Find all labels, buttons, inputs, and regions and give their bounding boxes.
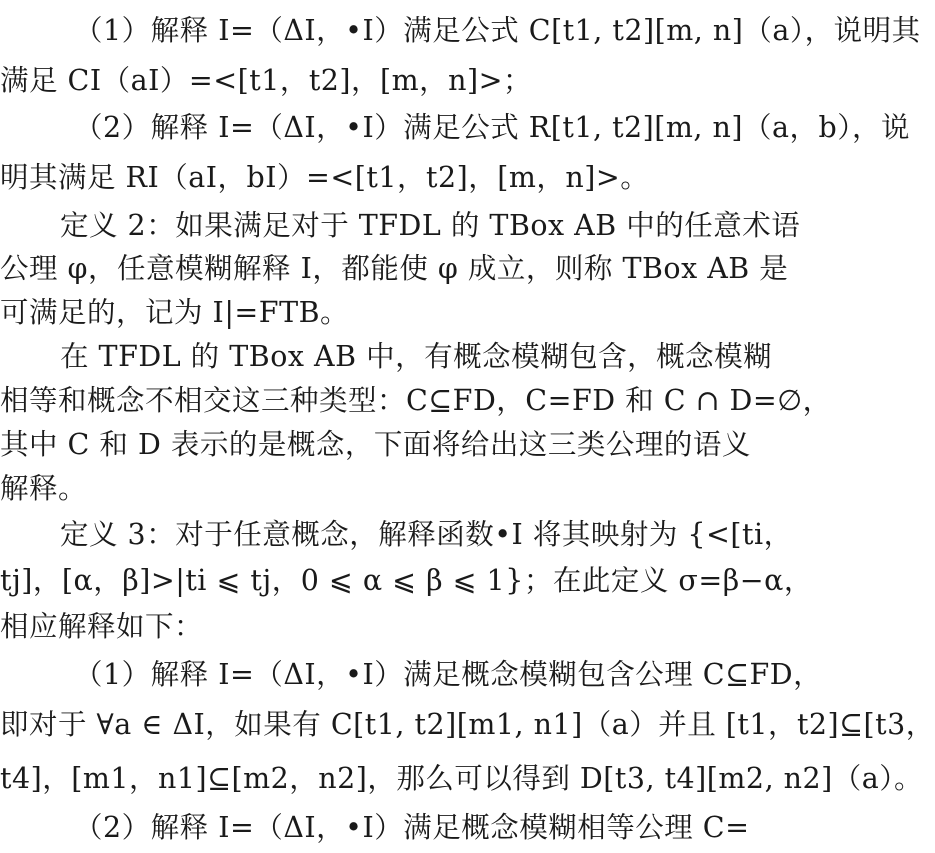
text-line-15: （1）解释 I=（ΔI，•I）满足概念模糊包含公理 C⊆FD， xyxy=(74,658,823,691)
text-line-9: 相等和概念不相交这三种类型：C⊆FD，C=FD 和 C ∩ D=∅， xyxy=(0,384,832,417)
text-line-4: 明其满足 RI（aI，bI）=<[t1，t2]，[m，n]>。 xyxy=(0,161,650,194)
text-line-1: （1）解释 I=（ΔI，•I）满足公式 C[t1, t2][m, n]（a），说明其 xyxy=(74,14,921,47)
text-line-17: t4]，[m1，n1]⊆[m2，n2]，那么可以得到 D[t3, t4][m2, n2]（a）。 xyxy=(0,762,924,795)
text-line-14: 相应解释如下： xyxy=(0,610,204,643)
text-line-7: 可满足的，记为 I|=FTB。 xyxy=(0,296,350,329)
text-line-12: 定义 3：对于任意概念，解释函数•I 将其映射为 {<[ti， xyxy=(60,518,793,551)
text-line-3: （2）解释 I=（ΔI，•I）满足公式 R[t1, t2][m, n]（a，b），说 xyxy=(74,111,911,144)
text-line-16: 即对于 ∀a ∈ ΔI，如果有 C[t1, t2][m1, n1]（a）并且 [t1，t2]⊆[t3， xyxy=(0,708,935,741)
text-line-5: 定义 2：如果满足对于 TFDL 的 TBox AB 中的任意术语 xyxy=(60,209,801,242)
text-line-8: 在 TFDL 的 TBox AB 中，有概念模糊包含，概念模糊 xyxy=(60,340,773,373)
text-line-10: 其中 C 和 D 表示的是概念，下面将给出这三类公理的语义 xyxy=(0,428,751,461)
text-line-11: 解释。 xyxy=(0,472,88,505)
text-line-13: tj]，[α，β]>|ti ⩽ tj，0 ⩽ α ⩽ β ⩽ 1}；在此定义 σ=β−α， xyxy=(0,564,813,597)
text-line-6: 公理 φ，任意模糊解释 I，都能使 φ 成立，则称 TBox AB 是 xyxy=(0,252,789,285)
text-line-18: （2）解释 I=（ΔI，•I）满足概念模糊相等公理 C= xyxy=(74,811,750,844)
text-line-2: 满足 CI（aI）=<[t1，t2]，[m，n]>； xyxy=(0,64,533,97)
